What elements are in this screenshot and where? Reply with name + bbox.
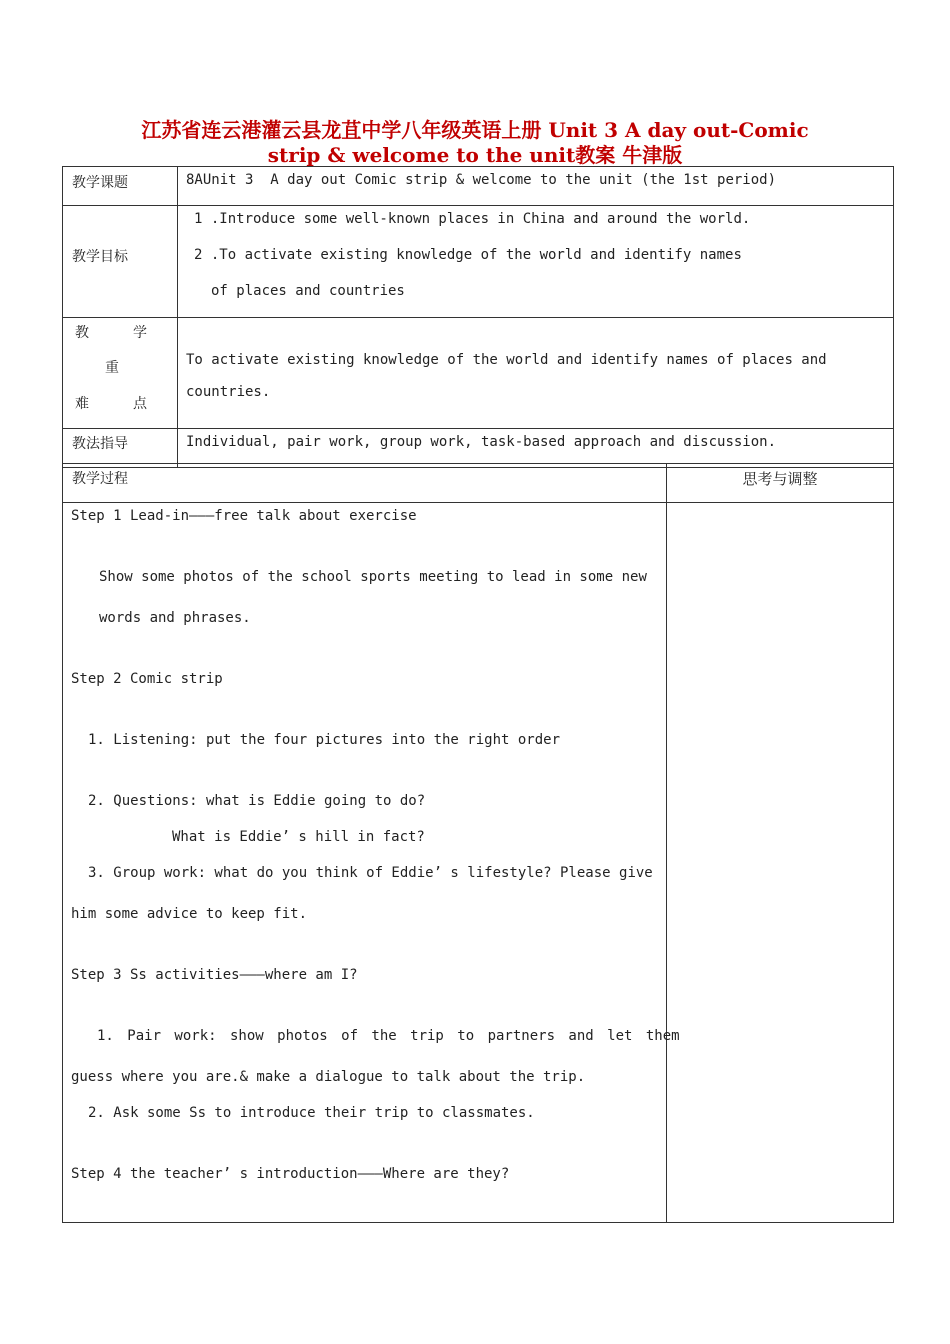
- step-1-line-2: words and phrases.: [99, 610, 251, 626]
- keypoints-label-char-5: 点: [133, 396, 147, 412]
- step-2-item-3-cont: him some advice to keep fit.: [71, 906, 308, 922]
- keypoints-label-char-2: 学: [133, 325, 147, 341]
- step-2-item-1: 1. Listening: put the four pictures into the right order: [88, 732, 561, 748]
- step-3-item-1: 1. Pair work: show photos of the trip to partners and let them: [97, 1028, 680, 1044]
- step-3-item-2: 2. Ask some Ss to introduce their trip to classmates.: [88, 1105, 535, 1121]
- reflection-header-cell: [667, 464, 894, 503]
- step-1-heading: Step 1 Lead-in———free talk about exercise: [71, 508, 417, 524]
- step-2-item-2: 2. Questions: what is Eddie going to do?: [88, 793, 426, 809]
- keypoints-label-cell: [63, 318, 178, 429]
- method-value-cell: [178, 429, 894, 468]
- objectives-value-cell: [178, 206, 894, 318]
- objectives-label-cell: [63, 206, 178, 318]
- reflection-content-cell: [667, 503, 894, 1223]
- lesson-info-table: [62, 166, 894, 468]
- document-title-line-1: 江苏省连云港灌云县龙苴中学八年级英语上册 Unit 3 A day out-Comic: [141, 118, 809, 142]
- course-value-cell: [178, 167, 894, 206]
- step-3-heading: Step 3 Ss activities———where am I?: [71, 967, 358, 983]
- keypoints-line-2: countries.: [186, 384, 271, 400]
- keypoints-line-1: To activate existing knowledge of the world and identify names of places and: [186, 352, 827, 368]
- step-1-line-1: Show some photos of the school sports meeting to lead in some new: [99, 569, 647, 585]
- keypoints-value-cell: [178, 318, 894, 429]
- method-label: 教法指导: [72, 436, 128, 452]
- process-header-cell: [63, 464, 667, 503]
- keypoints-label-char-3: 重: [105, 360, 119, 376]
- course-label: 教学课题: [72, 175, 128, 191]
- process-content-cell: [63, 503, 680, 1223]
- method-label-cell: [63, 429, 178, 468]
- course-value: 8AUnit 3 A day out Comic strip & welcome to the unit (the 1st period): [186, 172, 777, 188]
- teaching-process-table: [62, 463, 894, 1223]
- process-header-label: 教学过程: [72, 471, 128, 487]
- keypoints-label-char-4: 难: [75, 396, 89, 412]
- course-label-cell: [63, 167, 178, 206]
- step-2-item-3: 3. Group work: what do you think of Eddie’ s lifestyle? Please give: [88, 865, 653, 881]
- objective-line-2: 2 .To activate existing knowledge of the world and identify names: [194, 247, 742, 263]
- step-2-item-2-sub: What is Eddie’ s hill in fact?: [172, 829, 425, 845]
- objective-line-1: 1 .Introduce some well-known places in China and around the world.: [194, 211, 751, 227]
- step-4-heading: Step 4 the teacher’ s introduction———Where are they?: [71, 1166, 510, 1182]
- step-2-heading: Step 2 Comic strip: [71, 671, 223, 687]
- document-title-line-2: strip & welcome to the unit教案 牛津版: [267, 143, 683, 167]
- reflection-header-label: 思考与调整: [742, 470, 818, 488]
- step-3-item-1-cont: guess where you are.& make a dialogue to talk about the trip.: [71, 1069, 586, 1085]
- objective-line-3: of places and countries: [211, 283, 405, 299]
- keypoints-label-char-1: 教: [75, 325, 89, 341]
- method-value: Individual, pair work, group work, task-based approach and discussion.: [186, 434, 777, 450]
- objectives-label: 教学目标: [72, 249, 128, 265]
